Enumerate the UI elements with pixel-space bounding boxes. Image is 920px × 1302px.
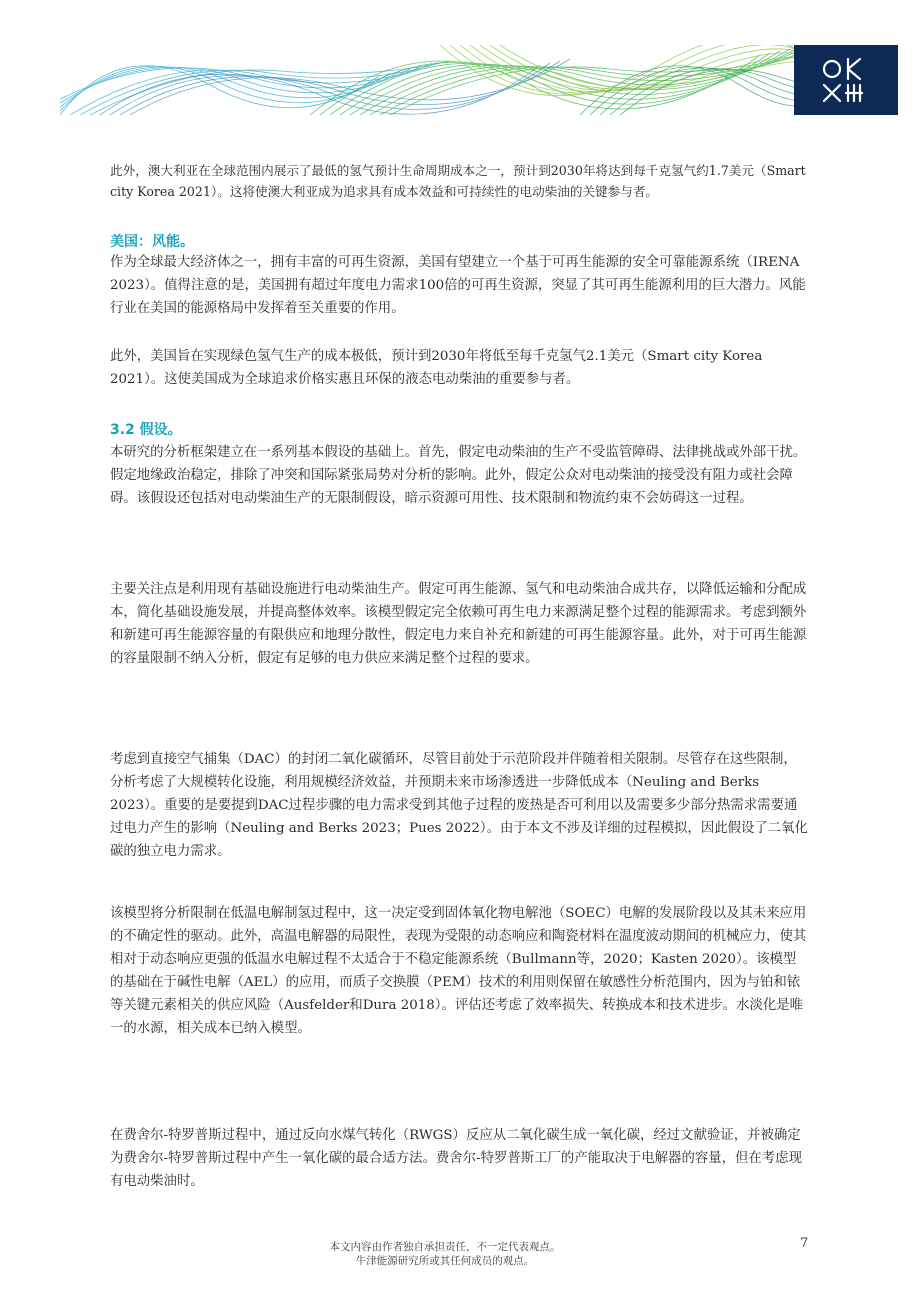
paragraph-usa-energy: 作为全球最大经济体之一，拥有丰富的可再生资源，美国有望建立一个基于可再生能源的安全可靠能源系统（IRENA 2023）。值得注意的是，美国拥有超过年度电力需求100倍的可再生资源，突显了其可再生能源利用的巨大潜力。风能行业在美国的能源格局中发挥着至关重要的作用。 [110,255,806,316]
paragraph-fischer-tropsch: 在费舍尔-特罗普斯过程中，通过反向水煤气转化（RWGS）反应从二氧化碳生成一氧化碳，经过文献验证，并被确定为费舍尔-特罗普斯过程中产生一氧化碳的最合适方法。费舍尔-特罗普斯工厂的产能取决于电解器的容量，但在考虑现有电动柴油时。 [110,1128,802,1189]
paragraph-assumptions-framework: 本研究的分析框架建立在一系列基本假设的基础上。首先，假定电动柴油的生产不受监管障碍、法律挑战或外部干扰。假定地缘政治稳定，排除了冲突和国际紧张局势对分析的影响。此外，假定公众对电动柴油的接受没有阻力或社会障碍。该假设还包括对电动柴油生产的无限制假设，暗示资源可用性、技术限制和物流约束不会妨碍这一过程。 [110,445,807,506]
footer-disclaimer [260,1240,630,1268]
paragraph-electrolysis: 该模型将分析限制在低温电解制氢过程中，这一决定受到固体氧化物电解池（SOEC）电解的发展阶段以及其未来应用的不确定性的驱动。此外，高温电解器的局限性，表现为受限的动态响应和陶瓷材料在温度波动期间的机械应力，使其相对于动态响应更强的低温水电解过程不太适合于不稳定能源系统（Bullmann等，2020；Kasten 2020）。该模型的基础在于碱性电解（AEL）的应用，而质子交换膜（PEM）技术的利用则保留在敏感性分析范围内，因为与铂和铱等关键元素相关的供应风险（Ausfelder和Dura 2018）。评估还考虑了效率损失、转换成本和技术进步。水淡化是唯一的水源，相关成本已纳入模型。 [110,906,807,1036]
paragraph-infrastructure-focus: 主要关注点是利用现有基础设施进行电动柴油生产。假定可再生能源、氢气和电动柴油合成共存，以降低运输和分配成本，简化基础设施发展，并提高整体效率。该模型假定完全依赖可再生电力来源满足整个过程的能源需求。考虑到额外和新建可再生能源容量的有限供应和地理分散性，假定电力来自补充和新建的可再生能源容量。此外，对于可再生能源的容量限制不纳入分析，假定有足够的电力供应来满足整个过程的要求。 [110,582,807,666]
paragraph-direct-air-capture: 考虑到直接空气捕集（DAC）的封闭二氧化碳循环，尽管目前处于示范阶段并伴随着相关限制。尽管存在这些限制，分析考虑了大规模转化设施，利用规模经济效益，并预期未来市场渗透进一步降低成本（Neuling and Berks 2023）。重要的是要提到DAC过程步骤的电力需求受到其他子过程的废热是否可利用以及需要多少部分热需求需要通过电力产生的影响（Neuling and Berks 2023；Pues 2022）。由于本文不涉及详细的过程模拟，因此假设了二氧化碳的独立电力需求。 [110,752,808,859]
page-number: 7 [800,1236,809,1251]
section-heading-assumptions: 3.2 假设。 [110,422,182,438]
header-banner [60,45,898,115]
paragraph-australia-hydrogen: 此外，澳大利亚在全球范围内展示了最低的氢气预计生命周期成本之一，预计到2030年将达到每千克氢气约1.7美元（Smart city Korea 2021）。这将使澳大利亚成为追求具有成本效益和可持续性的电动柴油的关键参与者。 [110,163,806,199]
oxford-institute-logo [794,45,898,115]
footer-line-2: 牛津能源研究所或其任何成员的观点。 [355,1255,535,1267]
decorative-wave-pattern [60,45,898,115]
section-heading-usa-wind: 美国：风能。 [110,234,194,250]
footer-line-1: 本文内容由作者独自承担责任，不一定代表观点。 [329,1241,561,1253]
logo-icon [794,45,898,115]
paragraph-usa-hydrogen-cost: 此外，美国旨在实现绿色氢气生产的成本极低，预计到2030年将低至每千克氢气2.1美元（Smart city Korea 2021）。这使美国成为全球追求价格实惠且环保的液态电动柴油的重要参与者。 [110,349,763,387]
